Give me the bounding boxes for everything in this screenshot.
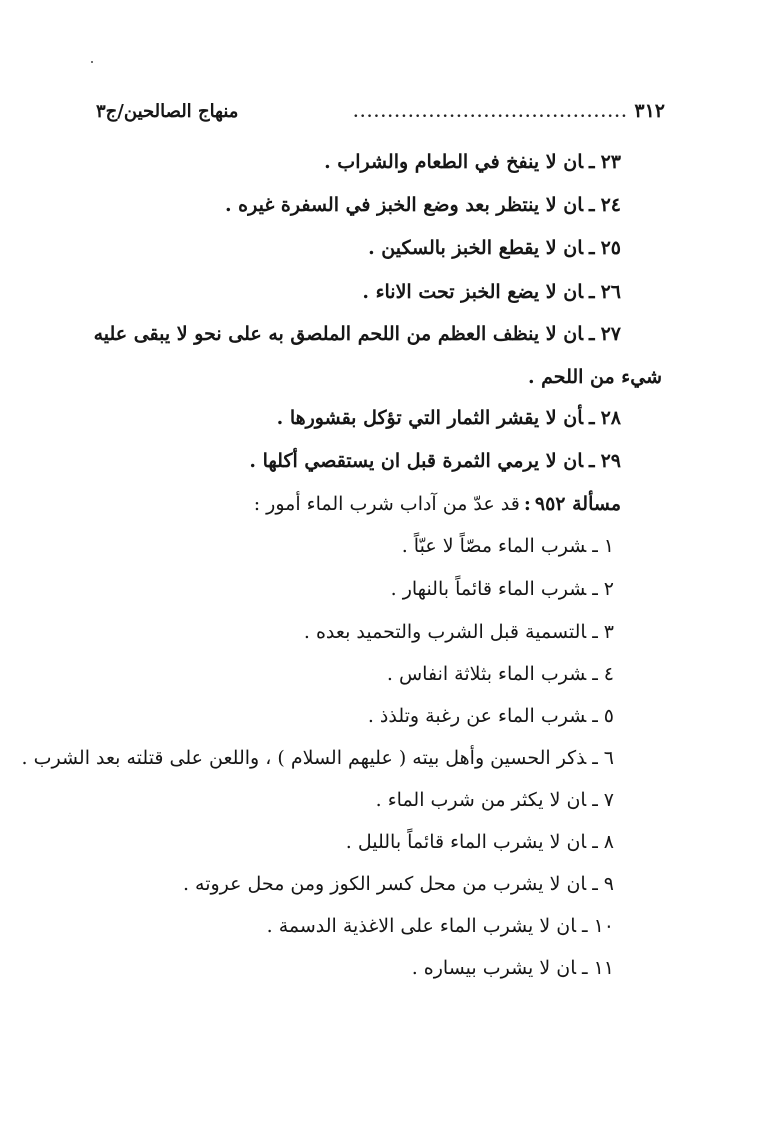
list-item: ١١ـان لا يشرب بيساره . bbox=[411, 957, 614, 979]
list-item: ٢٧ـان لا ينظف العظم من اللحم الملصق به على نحو لا يبقى عليه bbox=[93, 323, 621, 345]
list-item: ١ـشرب الماء مصّاً لا عبّاً . bbox=[401, 535, 614, 557]
list-item: ١٠ـان لا يشرب الماء على الاغذية الدسمة . bbox=[266, 915, 614, 937]
list-item-continuation: شيء من اللحم . bbox=[527, 366, 662, 388]
list-item: ٩ـان لا يشرب من محل كسر الكوز ومن محل عروته . bbox=[182, 873, 614, 895]
list-item: ٢٦ـان لا يضع الخبز تحت الاناء . bbox=[362, 281, 621, 303]
list-item: ٢ـشرب الماء قائماً بالنهار . bbox=[390, 578, 614, 600]
list-item: ٣ـالتسمية قبل الشرب والتحميد بعده . bbox=[303, 621, 614, 643]
running-title: منهاج الصالحين/ج٣ bbox=[96, 101, 239, 122]
list-item: ٢٤ـان لا ينتظر بعد وضع الخبز في السفرة غيره . bbox=[224, 194, 621, 216]
list-item: ٢٨ـأن لا يقشر الثمار التي تؤكل بقشورها . bbox=[276, 407, 621, 429]
page-number: ٣١٢ bbox=[634, 100, 665, 122]
list-item: ٥ـشرب الماء عن رغبة وتلذذ . bbox=[367, 705, 614, 727]
list-item: ٤ـشرب الماء بثلاثة انفاس . bbox=[386, 663, 614, 685]
page-header bbox=[96, 100, 665, 130]
list-item: ٢٥ـان لا يقطع الخبز بالسكين . bbox=[368, 237, 621, 259]
header-leader-dots: ........................................ bbox=[353, 105, 629, 121]
list-item: ٢٣ـان لا ينفخ في الطعام والشراب . bbox=[324, 151, 621, 173]
list-item: ٧ـان لا يكثر من شرب الماء . bbox=[375, 789, 614, 811]
list-item: ٦ـذكر الحسين وأهل بيته ( عليهم السلام ) ، واللعن على قتلته بعد الشرب . bbox=[21, 747, 614, 769]
scan-speck bbox=[91, 61, 93, 63]
list-item: ٨ـان لا يشرب الماء قائماً بالليل . bbox=[345, 831, 614, 853]
list-item: ٢٩ـان لا يرمي الثمرة قبل ان يستقصي أكلها . bbox=[249, 450, 621, 472]
masala-heading: مسألة ٩٥٢:قد عدّ من آداب شرب الماء أمور : bbox=[253, 493, 621, 515]
